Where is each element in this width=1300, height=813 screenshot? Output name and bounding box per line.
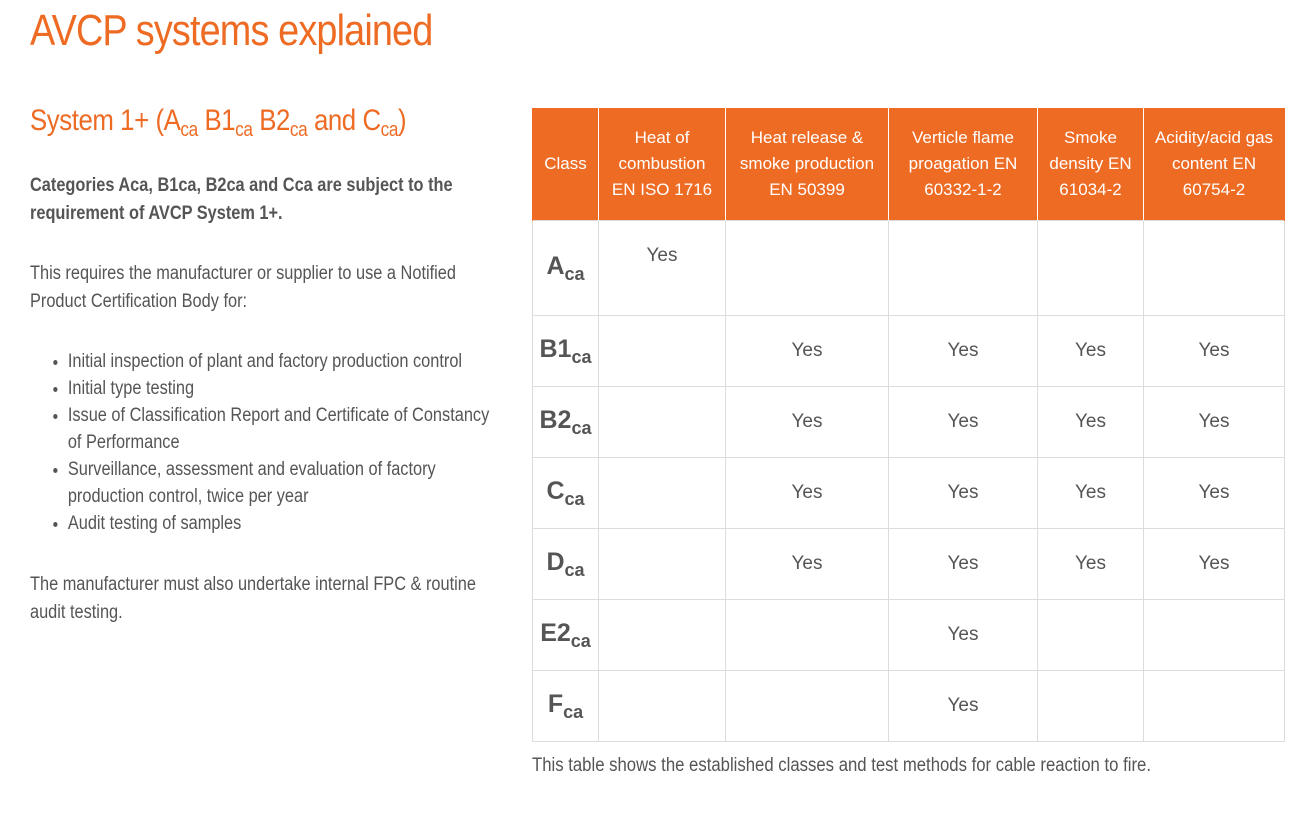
table-cell: Yes (1038, 529, 1144, 600)
table-row (533, 387, 1285, 458)
table-row (533, 671, 1285, 742)
table-cell: Yes (599, 221, 726, 316)
table-cell (1038, 221, 1144, 316)
class-label: $A_{ca}$ (533, 221, 599, 316)
table-cell: Yes (1144, 529, 1285, 600)
table-cell: Yes (726, 387, 889, 458)
table-cell (889, 221, 1038, 316)
table-cell (599, 387, 726, 458)
list-item: • Surveillance, assessment and evaluation of factory production control, twice per year (68, 456, 490, 510)
requirement-paragraph: This requires the manufacturer or supplier to use a Notified Product Certification Body for: (30, 263, 456, 312)
table-cell: Yes (1038, 316, 1144, 387)
table-cell: Yes (1144, 458, 1285, 529)
table-cell: Yes (889, 387, 1038, 458)
table-cell (599, 600, 726, 671)
class-label: $F_{ca}$ (533, 671, 599, 742)
table-cell: Yes (889, 529, 1038, 600)
class-label: $C_{ca}$ (533, 458, 599, 529)
table-header-row (533, 108, 1285, 221)
header-smoke-density: Smoke density EN 61034-2 (1038, 108, 1144, 221)
requirements-list (30, 348, 490, 537)
table-cell: Yes (889, 458, 1038, 529)
system-description (30, 104, 490, 627)
list-item: • Audit testing of samples (68, 510, 490, 537)
class-label: $B1_{ca}$ (533, 316, 599, 387)
table-row (533, 221, 1285, 316)
table-row (533, 529, 1285, 600)
table-cell (599, 458, 726, 529)
class-label: $E2_{ca}$ (533, 600, 599, 671)
table-cell: Yes (1144, 316, 1285, 387)
class-label: $B2_{ca}$ (533, 387, 599, 458)
table-cell: Yes (889, 671, 1038, 742)
table-cell: Yes (1038, 387, 1144, 458)
table-cell (1038, 600, 1144, 671)
table-cell (1144, 671, 1285, 742)
table-cell: Yes (889, 600, 1038, 671)
table-cell (599, 671, 726, 742)
header-heat-release: Heat release & smoke production EN 50399 (726, 108, 889, 221)
table-cell: Yes (889, 316, 1038, 387)
system-heading: System $1+ (A_{ca}$ $B1_{ca}$ $B2_{ca}$ and $C_{ca}$) (30, 104, 407, 141)
table-cell: Yes (726, 458, 889, 529)
list-item: • Initial type testing (68, 375, 490, 402)
header-acidity: Acidity/acid gas content EN 60754-2 (1144, 108, 1285, 221)
classes-table (532, 108, 1285, 742)
table-cell (1038, 671, 1144, 742)
table-cell (599, 316, 726, 387)
class-label: $D_{ca}$ (533, 529, 599, 600)
table-cell: Yes (1038, 458, 1144, 529)
table-cell: Yes (1144, 387, 1285, 458)
table-cell: Yes (726, 529, 889, 600)
table-cell (599, 529, 726, 600)
table-cell: Yes (726, 316, 889, 387)
categories-paragraph: Categories Aca, B1ca, B2ca and Cca are subject to the requirement of AVCP System 1+. (30, 175, 453, 224)
table-cell (726, 600, 889, 671)
list-item: • Initial inspection of plant and factory production control (68, 348, 490, 375)
table-cell (1144, 221, 1285, 316)
table-cell (726, 671, 889, 742)
closing-paragraph: The manufacturer must also undertake internal FPC & routine audit testing. (30, 574, 476, 623)
page-title: AVCP systems explained (30, 6, 433, 55)
table-row (533, 316, 1285, 387)
table-cell (1144, 600, 1285, 671)
table-caption: This table shows the established classes and test methods for cable reaction to fire. (532, 755, 1151, 776)
table-cell (726, 221, 889, 316)
header-heat-of-combustion: Heat of combustion EN ISO 1716 (599, 108, 726, 221)
list-item: • Issue of Classification Report and Certificate of Constancy of Performance (68, 402, 490, 456)
table-row (533, 458, 1285, 529)
table-row (533, 600, 1285, 671)
header-class: Class (533, 108, 599, 221)
header-flame-propagation: Verticle flame proagation EN 60332-1-2 (889, 108, 1038, 221)
